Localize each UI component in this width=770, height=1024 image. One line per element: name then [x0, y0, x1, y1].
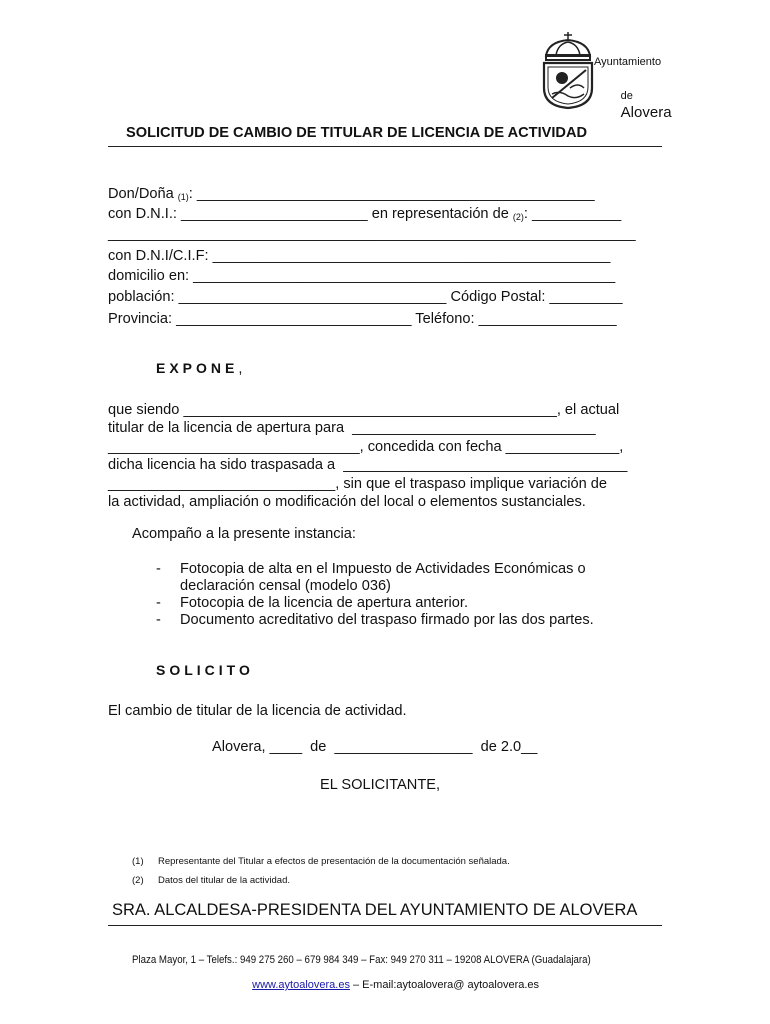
form-line-name [108, 186, 595, 202]
bullet-dash-3: - [156, 612, 161, 628]
footer-contact [246, 967, 539, 991]
note-1-text: Representante del Titular a efectos de presentación de la documentación señalada. [158, 856, 510, 867]
representation-blank: : ___________ [523, 206, 622, 222]
footer-email: – E-mail:aytoalovera@ aytoalovera.es [349, 979, 540, 991]
addressee: SRA. ALCALDESA-PRESIDENTA DEL AYUNTAMIENTO DE ALOVERA [112, 901, 638, 919]
form-line-cif: con D.N.I/C.I.F: _________________________________________________ [108, 248, 611, 264]
expone-comma: , [238, 361, 243, 377]
municipal-logo [538, 30, 672, 121]
expone-heading [156, 360, 242, 378]
solicito-heading: SOLICITO [156, 662, 254, 678]
expone-line-2: titular de la licencia de apertura para ______________________________ [108, 420, 596, 436]
bullet-3-line-1: Documento acreditativo del traspaso firmado por las dos partes. [180, 612, 594, 628]
form-line-poblacion: población: _________________________________ Código Postal: _________ [108, 289, 623, 305]
acompano-text: Acompaño a la presente instancia: [132, 526, 356, 542]
expone-label: EXPONE [156, 360, 239, 376]
name-label: Don/Doña [108, 186, 178, 202]
bullet-1-line-2: declaración censal (modelo 036) [180, 578, 391, 594]
note-ref-1: (1) [177, 192, 189, 202]
note-1-num: (1) [132, 856, 144, 867]
bullet-dash-2: - [156, 595, 161, 611]
date-line: Alovera, ____ de _________________ de 2.0__ [212, 739, 538, 755]
bullet-dash-1: - [156, 561, 161, 577]
footer-address: Plaza Mayor, 1 – Telefs.: 949 275 260 – 679 984 349 – Fax: 949 270 311 – 19208 ALOVERA (Guadalajara) [132, 954, 591, 966]
bullet-1-line-1: Fotocopia de alta en el Impuesto de Actividades Económicas o [180, 561, 586, 577]
expone-line-5: ____________________________, sin que el traspaso implique variación de [108, 476, 608, 492]
form-line-provincia: Provincia: _____________________________ Teléfono: _________________ [108, 311, 617, 327]
signature-label: EL SOLICITANTE, [320, 777, 441, 793]
bullet-2-line-1: Fotocopia de la licencia de apertura anterior. [180, 595, 468, 611]
form-line-dni [108, 206, 621, 222]
coat-of-arms-icon [538, 30, 598, 112]
expone-line-3: _______________________________, concedida con fecha ______________, [108, 439, 624, 455]
logo-line2: Alovera [620, 104, 672, 121]
note-2-num: (2) [132, 875, 144, 886]
expone-line-1: que siendo ______________________________________________, el actual [108, 402, 620, 418]
note-2-text: Datos del titular de la actividad. [158, 875, 291, 886]
expone-line-4: dicha licencia ha sido traspasada a ___________________________________ [108, 457, 628, 473]
addressee-rule [108, 925, 662, 926]
logo-de: de [620, 90, 633, 102]
form-line-domicilio: domicilio en: ____________________________________________________ [108, 268, 616, 284]
logo-line1: Ayuntamiento [594, 56, 662, 68]
solicito-text: El cambio de titular de la licencia de actividad. [108, 703, 407, 719]
website-link[interactable]: www.aytoalovera.es [252, 979, 350, 991]
name-blank: : _________________________________________________ [188, 186, 595, 202]
form-line-blank: _________________________________________________________________ [108, 226, 636, 242]
title-rule [108, 146, 662, 147]
note-ref-2: (2) [512, 212, 524, 222]
expone-line-6: la actividad, ampliación o modificación del local o elementos sustanciales. [108, 494, 586, 510]
dni-label: con D.N.I.: _______________________ en representación de [108, 206, 513, 222]
document-title: SOLICITUD DE CAMBIO DE TITULAR DE LICENCIA DE ACTIVIDAD [126, 125, 588, 141]
